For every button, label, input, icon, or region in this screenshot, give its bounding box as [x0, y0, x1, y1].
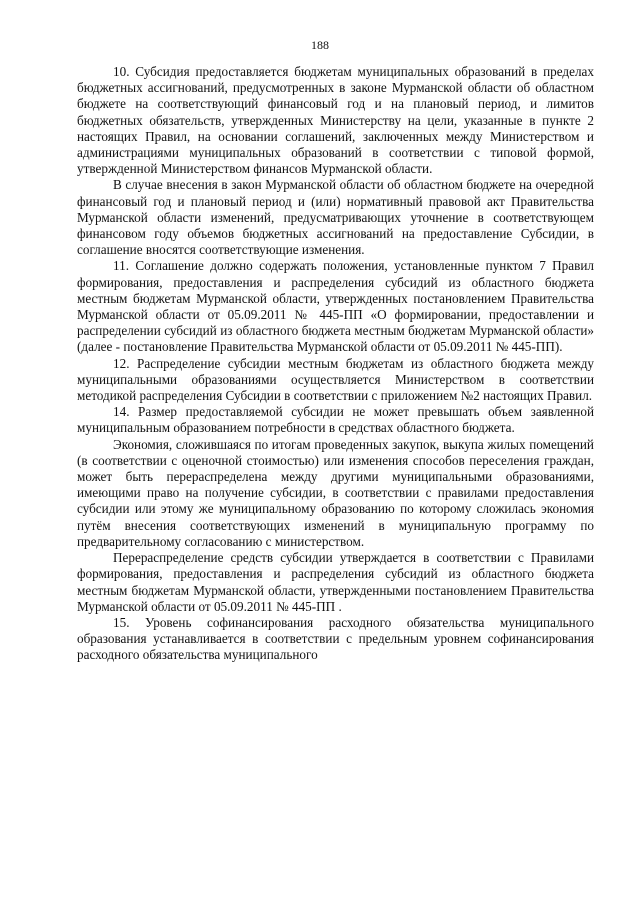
- document-body: [77, 64, 594, 664]
- paragraph-10: 10. Субсидия предоставляется бюджетам муниципальных образований в пределах бюджетных ассигнований, предусмотренных в законе Мурманской области об областном бюджете на соответствующий финансовый год и на плановый период, и лимитов бюджетных обязательств, утвержденных Министерству на цели, указанные в пункте 2 настоящих Правил, на основании соглашений, заключенных между Министерством и администрациями муниципальных образований в соответствии с типовой формой, утвержденной Министерством финансов Мурманской области.: [77, 64, 594, 177]
- paragraph-budget-changes: В случае внесения в закон Мурманской области об областном бюджете на очередной финансовый год и плановый период и (или) нормативный правовой акт Правительства Мурманской области изменений, предусматривающих уточнение в соответствующем финансовом году объемов бюджетных ассигнований на предоставление Субсидии, в соглашение вносятся соответствующие изменения.: [77, 177, 594, 258]
- paragraph-12: 12. Распределение субсидии местным бюджетам из областного бюджета между муниципальными образованиями осуществляется Министерством в соответствии методикой распределения Субсидии в соответствии с приложением №2 настоящих Правил.: [77, 355, 594, 404]
- page-number: 188: [311, 38, 329, 52]
- paragraph-14: 14. Размер предоставляемой субсидии не может превышать объем заявленной муниципальным образованием потребности в средствах областного бюджета.: [77, 404, 594, 436]
- paragraph-11: 11. Соглашение должно содержать положения, установленные пунктом 7 Правил формирования, предоставления и распределения субсидий из областного бюджета местным бюджетам Мурманской области, утвержденных постановлением Правительства Мурманской области от 05.09.2011 № 445-ПП «О формировании, предоставлении и распределении субсидий из областного бюджета местным бюджетам Мурманской области» (далее - постановление Правительства Мурманской области от 05.09.2011 № 445-ПП).: [77, 258, 594, 355]
- paragraph-15: 15. Уровень софинансирования расходного обязательства муниципального образования устанавливается в соответствии с предельным уровнем софинансирования расходного обязательства муниципального: [77, 614, 594, 663]
- paragraph-redistribution: Перераспределение средств субсидии утверждается в соответствии с Правилами формирования, предоставления и распределения субсидий из областного бюджета местным бюджетам Мурманской области, утвержденными постановлением Правительства Мурманской области от 05.09.2011 № 445-ПП .: [77, 550, 594, 614]
- paragraph-savings: Экономия, сложившаяся по итогам проведенных закупок, выкупа жилых помещений (в соответствии с оценочной стоимостью) или изменения способов переселения граждан, может быть перераспределена между другими муниципальными образованиями, имеющими право на получение субсидии, в соответствии с правилами предоставления субсидии или этому же муниципальному образованию по которому сложилась экономия путём внесения соответствующих изменений в муниципальную программу по предварительному согласованию с министерством.: [77, 436, 594, 549]
